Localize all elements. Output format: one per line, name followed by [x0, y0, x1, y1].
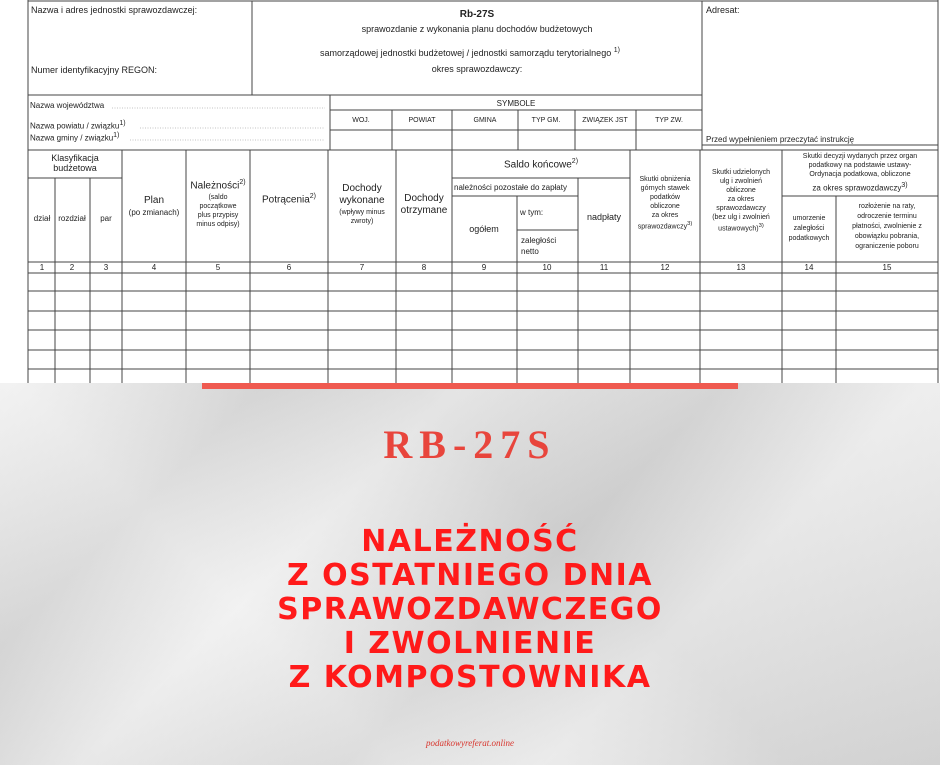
symbole-header: SYMBOLE [496, 99, 536, 108]
rozlozenie-5: ograniczenie poboru [855, 243, 919, 250]
symbol-zwiazek: ZWIĄZEK JST [582, 117, 628, 124]
skutki-obnizenia-6: sprawozdawczy$^{3)}$ [637, 221, 693, 231]
naleznosci-sub-2: początkowe [199, 203, 237, 210]
skutki-obnizenia-3: podatków [650, 194, 680, 201]
symbol-gmina: GMINA [473, 117, 497, 124]
zaleglosci-1: zaległości [521, 236, 557, 245]
skutki-obnizenia-4: obliczone [650, 203, 680, 210]
powiat-label: Nazwa powiatu / związku$^{1)}$ [30, 120, 126, 131]
col-number-8: 8 [421, 263, 427, 272]
naleznosci-header: Należności$^{2)}$ [190, 179, 246, 192]
form-subtitle-2: samorządowej jednostki budżetowej / jednostki samorządu terytorialnego $^{1)}$ [320, 47, 620, 58]
skutki-obnizenia-5: za okres [651, 212, 679, 219]
col-number-14: 14 [804, 263, 814, 272]
form-title: Rb-27S [459, 9, 495, 20]
skutki-ulg-3: obliczone [726, 187, 756, 194]
dzial-header: dział [33, 214, 51, 223]
par-header: par [100, 214, 112, 223]
naleznosci-sub-3: plus przypisy [197, 212, 239, 219]
col-number-15: 15 [882, 263, 892, 272]
banner-headline: RB-27S [383, 422, 557, 467]
subheadline-line-5: Z KOMPOSTOWNIKA [288, 660, 652, 695]
skutki-ulg-6: (bez ulg i zwolnień [712, 214, 770, 221]
skutki-decyzji-3: Ordynacja podatkowa, obliczone [809, 171, 911, 178]
col-number-10: 10 [542, 263, 552, 272]
form-period: okres sprawozdawczy: [431, 64, 523, 74]
accent-bar [202, 383, 738, 389]
plan-sub: (po zmianach) [128, 208, 180, 217]
dochody-wykonane-sub-1: (wpływy minus [339, 209, 385, 216]
col-number-4: 4 [151, 263, 157, 272]
col-number-7: 7 [359, 263, 365, 272]
skutki-ulg-4: za okres [727, 196, 755, 203]
potracenia-header: Potrącenia$^{2)}$ [261, 193, 317, 206]
rozlozenie-1: rozłożenie na raty, [858, 203, 916, 210]
col-number-3: 3 [103, 263, 109, 272]
umorzenie-3: podatkowych [788, 235, 830, 242]
naleznosci-sub-4: minus odpisy) [196, 221, 240, 228]
col-number-6: 6 [286, 263, 292, 272]
subheadline-line-4: I ZWOLNIENIE [343, 626, 597, 661]
nadplaty-header: nadpłaty [586, 212, 622, 222]
col-number-13: 13 [736, 263, 746, 272]
rozlozenie-4: obowiązku pobrania, [854, 233, 920, 240]
col-number-5: 5 [215, 263, 221, 272]
col-number-11: 11 [599, 263, 609, 272]
dochody-wykonane-1: Dochody [342, 183, 382, 194]
skutki-obnizenia-2: górnych stawek [640, 185, 690, 192]
banner-subheadline [0, 525, 940, 695]
regon-label: Numer identyfikacyjny REGON: [31, 65, 158, 75]
adresat-label: Adresat: [706, 5, 740, 15]
symbol-typ-zw: TYP ZW. [655, 117, 683, 124]
col-number-1: 1 [39, 263, 45, 272]
skutki-ulg-2: ulg i zwolnień [719, 178, 763, 185]
klasyfikacja-header: Klasyfikacja budżetowa [51, 153, 99, 174]
form-subtitle-1: sprawozdanie z wykonania planu dochodów budżetowych [361, 24, 593, 34]
subheadline-line-3: SPRAWOZDAWCZEGO [277, 592, 663, 627]
rozlozenie-3: płatności, zwolnienie z [852, 223, 922, 230]
umorzenie-1: umorzenie [792, 215, 826, 222]
saldo-header: Saldo końcowe$^{2)}$ [503, 158, 579, 171]
gmina-label: Nazwa gminy / związku$^{1)}$ [30, 132, 120, 143]
skutki-decyzji-4: za okres sprawozdawczy$^{3)}$ [812, 182, 908, 193]
skutki-decyzji-1: Skutki decyzji wydanych przez organ [802, 153, 918, 160]
w-tym-header: w tym: [520, 208, 544, 217]
naleznosci-pozostale: należności pozostałe do zapłaty [454, 183, 567, 192]
skutki-decyzji-2: podatkowy na podstawie ustawy- [808, 162, 912, 169]
crumpled-paper-banner [0, 383, 940, 765]
zaleglosci-2: netto [521, 247, 539, 256]
symbol-woj: WOJ. [352, 117, 370, 124]
name-address-label: Nazwa i adres jednostki sprawozdawczej: [31, 5, 198, 15]
symbol-typ-gm: TYP GM. [531, 117, 561, 124]
dochody-otrzymane-1: Dochody [404, 193, 444, 204]
col-number-12: 12 [660, 263, 670, 272]
symbol-powiat: POWIAT [408, 117, 436, 124]
wojewodztwo-label: Nazwa województwa [30, 101, 105, 110]
plan-header: Plan [143, 195, 165, 206]
dochody-wykonane-2: wykonane [339, 195, 385, 206]
skutki-ulg-1: Skutki udzielonych [712, 169, 770, 176]
instrukcja-note: Przed wypełnieniem przeczytać instrukcję [706, 135, 855, 144]
ogolem-header: ogółem [469, 224, 499, 234]
col-number-9: 9 [481, 263, 487, 272]
col-number-2: 2 [69, 263, 75, 272]
rozlozenie-2: odroczenie terminu [857, 213, 917, 220]
dochody-wykonane-sub-2: zwroty) [350, 218, 374, 225]
skutki-ulg-5: sprawozdawczy [716, 205, 766, 212]
skutki-obnizenia-1: Skutki obniżenia [639, 176, 691, 183]
subheadline-line-1: NALEŻNOŚĆ [361, 524, 579, 559]
naleznosci-sub-1: (saldo [208, 194, 228, 201]
dochody-otrzymane-2: otrzymane [400, 205, 448, 216]
umorzenie-2: zaległości [793, 225, 825, 232]
rozdzial-header: rozdział [58, 214, 86, 223]
skutki-ulg-7: ustawowych)$^{3)}$ [718, 223, 764, 233]
subheadline-line-2: Z OSTATNIEGO DNIA [286, 558, 654, 593]
website-link[interactable]: podatkowyreferat.online [426, 738, 514, 748]
